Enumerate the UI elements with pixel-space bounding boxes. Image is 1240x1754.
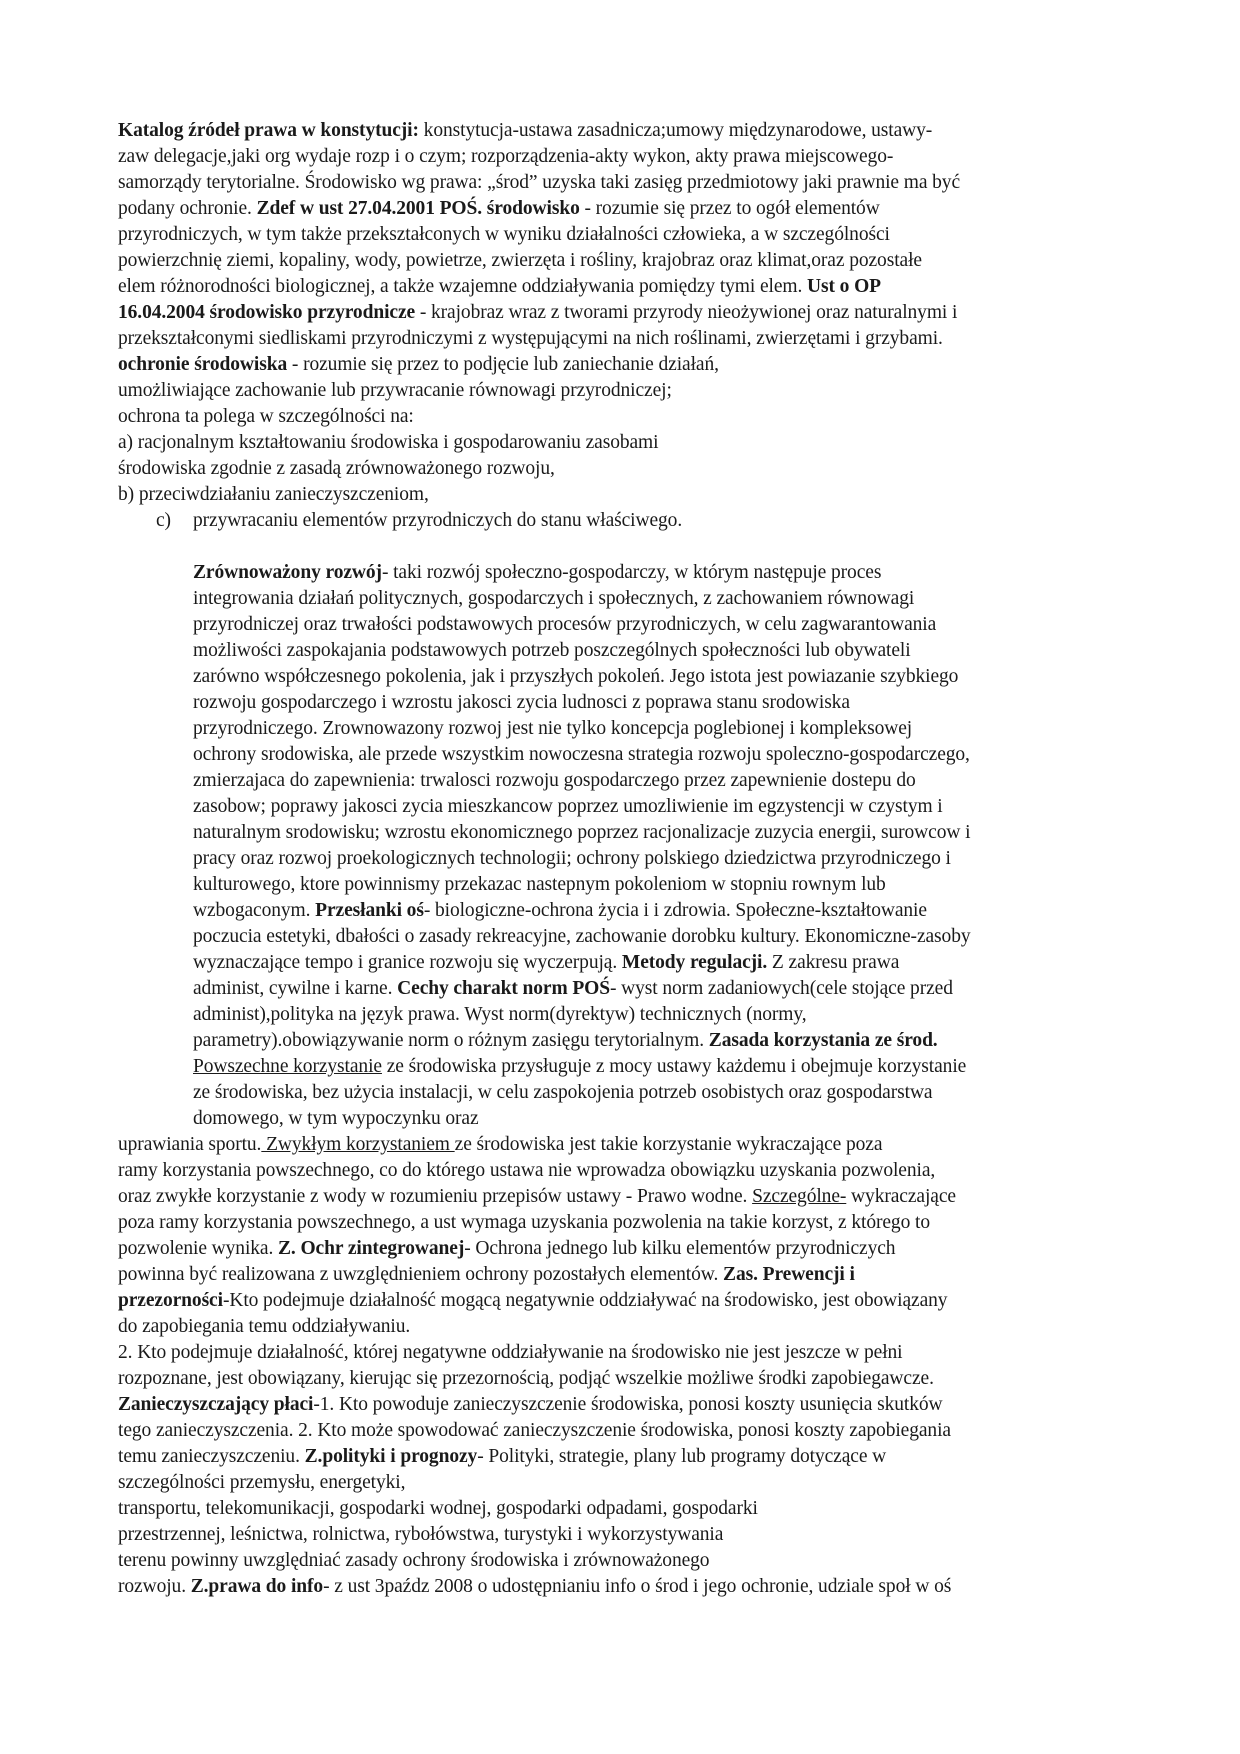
heading-przezornosci: przezorności <box>118 1290 223 1311</box>
paragraph-line: administ),polityka na język prawa. Wyst norm(dyrektyw) technicznych (normy, <box>193 1004 807 1025</box>
text: -Kto podejmuje działalność mogącą negatywnie oddziaływać na środowisko, jest obowiązany <box>222 1290 948 1311</box>
paragraph-line: środowiska zgodnie z zasadą zrównoważonego rozwoju, <box>118 458 555 479</box>
list-item-a: a) racjonalnym kształtowaniu środowiska i gospodarowaniu zasobami <box>118 432 659 453</box>
text: elem różnorodności biologicznej, a także wzajemne oddziaływania pomiędzy tymi elem. <box>118 276 808 297</box>
heading-definition-pos: Zdef w ust 27.04.2001 POŚ. środowisko <box>256 198 580 219</box>
text: uprawiania sportu. <box>118 1134 262 1155</box>
text: wykraczające <box>846 1186 956 1207</box>
heading-metody-regulacji: Metody regulacji. <box>621 952 768 973</box>
heading-zanieczyszczajacy-placi: Zanieczyszczający płaci <box>118 1394 314 1415</box>
paragraph-line: przyrodniczego. Zrownowazony rozwoj jest nie tylko koncepcja poglebionej i kompleksowej <box>193 718 913 739</box>
text: Z zakresu prawa <box>767 952 900 973</box>
text: - z ust 3paźdz 2008 o udostępnianiu info o środ i jego ochronie, udziale społ w oś <box>323 1576 952 1597</box>
term-zwyklym-korzystaniem: Zwykłym korzystaniem <box>261 1134 455 1155</box>
paragraph-line: zmierzajaca do zapewnienia: trwalosci rozwoju gospodarczego przez zapewnienie dostepu do <box>193 770 916 791</box>
paragraph-line <box>118 1392 943 1418</box>
text: wyznaczające tempo i granice rozwoju się wyczerpują. <box>193 952 622 973</box>
paragraph-line <box>118 1262 855 1288</box>
paragraph-line: rozwoju gospodarczego i wzrostu jakosci zycia ludnosci z poprawa stanu srodowiska <box>193 692 850 713</box>
paragraph-line <box>118 352 719 378</box>
term-powszechne-korzystanie: Powszechne korzystanie <box>193 1056 382 1077</box>
heading-zasada-korzystania: Zasada korzystania ze środ. <box>708 1030 938 1051</box>
list-item-c-label: c) <box>156 510 171 531</box>
heading-ochr-zintegrowanej: Z. Ochr zintegrowanej <box>278 1238 465 1259</box>
paragraph-line <box>193 1028 938 1054</box>
heading-ochronie-srodowiska: ochronie środowiska <box>118 354 288 375</box>
text: - biologiczne-ochrona życia i i zdrowia. Społeczne-kształtowanie <box>423 900 927 921</box>
paragraph-line: kulturowego, ktore powinnismy przekazac nastepnym pokoleniom w stopniu rownym lub <box>193 874 886 895</box>
heading-ust-op: Ust o OP <box>807 276 881 297</box>
text: temu zanieczyszczeniu. <box>118 1446 305 1467</box>
paragraph-line: naturalnym srodowisku; wzrostu ekonomicznego poprzez racjonalizacje zuzycia energii, surowcow i <box>193 822 971 843</box>
text: - krajobraz wraz z tworami przyrody nieożywionej oraz naturalnymi i <box>415 302 958 323</box>
paragraph-line <box>118 1288 947 1314</box>
paragraph-line: poza ramy korzystania powszechnego, a ust wymaga uzyskania pozwolenia na takie korzyst, z którego to <box>118 1212 930 1233</box>
text: -1. Kto powoduje zanieczyszczenie środowiska, ponosi koszty usunięcia skutków <box>313 1394 943 1415</box>
paragraph-line: domowego, w tym wypoczynku oraz <box>193 1108 479 1129</box>
paragraph-line <box>193 560 881 586</box>
heading-polityki-prognozy: Z.polityki i prognozy <box>304 1446 478 1467</box>
text: powinna być realizowana z uwzględnieniem ochrony pozostałych elementów. <box>118 1264 724 1285</box>
heading-srodowisko-przyrodnicze: 16.04.2004 środowisko przyrodnicze <box>118 302 416 323</box>
paragraph-line: 2. Kto podejmuje działalność, której negatywne oddziaływanie na środowisko nie jest jeszcze w pełni <box>118 1342 903 1363</box>
heading-zas-prewencji: Zas. Prewencji i <box>723 1264 855 1285</box>
paragraph-line: do zapobiegania temu oddziaływaniu. <box>118 1316 411 1337</box>
list-item-b: b) przeciwdziałaniu zanieczyszczeniom, <box>118 484 429 505</box>
term-szczegolne: Szczególne- <box>752 1186 847 1207</box>
paragraph-line <box>118 118 932 144</box>
paragraph-line: poczucia estetyki, dbałości o zasady rekreacyjne, zachowanie dorobku kultury. Ekonomiczne-zasoby <box>193 926 971 947</box>
paragraph-line <box>118 1574 951 1600</box>
paragraph-line: zarówno współczesnego pokolenia, jak i przyszłych pokoleń. Jego istota jest powiazanie szybkiego <box>193 666 959 687</box>
text: - Polityki, strategie, plany lub programy dotyczące w <box>477 1446 887 1467</box>
paragraph-line: pracy oraz rozwoj proekologicznych technologii; ochrony polskiego dziedzictwa przyrodniczego i <box>193 848 951 869</box>
paragraph-line <box>118 300 957 326</box>
paragraph-line: ze środowiska, bez użycia instalacji, w celu zaspokojenia potrzeb osobistych oraz gospodarstwa <box>193 1082 933 1103</box>
paragraph-line <box>118 274 881 300</box>
heading-prawa-do-info: Z.prawa do info <box>190 1576 324 1597</box>
paragraph-line <box>118 1132 882 1158</box>
paragraph-line <box>193 898 927 924</box>
paragraph-line: terenu powinny uwzględniać zasady ochrony środowiska i zrównoważonego <box>118 1550 710 1571</box>
text: konstytucja-ustawa zasadnicza;umowy międzynarodowe, ustawy- <box>418 120 933 141</box>
text: administ, cywilne i karne. <box>193 978 398 999</box>
paragraph-line <box>193 950 899 976</box>
text: rozwoju. <box>118 1576 191 1597</box>
paragraph-line: przekształconymi siedliskami przyrodniczymi z występującymi na nich roślinami, zwierzętami i grzybami. <box>118 328 943 349</box>
paragraph-line: szczególności przemysłu, energetyki, <box>118 1472 406 1493</box>
text: - wyst norm zadaniowych(cele stojące przed <box>610 978 953 999</box>
paragraph-line: powierzchnię ziemi, kopaliny, wody, powietrze, zwierzęta i rośliny, krajobraz oraz klimat,oraz pozostałe <box>118 250 922 271</box>
paragraph-line <box>118 1444 886 1470</box>
paragraph-line: możliwości zaspokajania podstawowych potrzeb poszczególnych społeczności lub obywateli <box>193 640 911 661</box>
text: - rozumie się przez to ogół elementów <box>579 198 880 219</box>
text: podany ochronie. <box>118 198 257 219</box>
paragraph-line: przyrodniczej oraz trwałości podstawowych procesów przyrodniczych, w celu zagwarantowania <box>193 614 937 635</box>
text: wzbogaconym. <box>193 900 316 921</box>
text: ze środowiska przysługuje z mocy ustawy każdemu i obejmuje korzystanie <box>381 1056 967 1077</box>
paragraph-line: zaw delegacje,jaki org wydaje rozp i o czym; rozporządzenia-akty wykon, akty prawa miejscowego- <box>118 146 894 167</box>
paragraph-line: ochrona ta polega w szczególności na: <box>118 406 414 427</box>
heading-przeslanki: Przesłanki oś <box>315 900 424 921</box>
paragraph-line: przyrodniczych, w tym także przekształconych w wyniku działalności człowieka, a w szczególności <box>118 224 890 245</box>
paragraph-line: przestrzennej, leśnictwa, rolnictwa, rybołówstwa, turystyki i wykorzystywania <box>118 1524 724 1545</box>
text: - rozumie się przez to podjęcie lub zaniechanie działań, <box>287 354 719 375</box>
heading-katalog: Katalog źródeł prawa w konstytucji: <box>118 120 419 141</box>
paragraph-line <box>118 1184 956 1210</box>
paragraph-line: integrowania działań politycznych, gospodarczych i społecznych, z zachowaniem równowagi <box>193 588 915 609</box>
paragraph-line <box>193 1054 966 1080</box>
heading-cechy-norm: Cechy charakt norm POŚ <box>397 978 610 999</box>
text: pozwolenie wynika. <box>118 1238 279 1259</box>
paragraph-line: zasobow; poprawy jakosci zycia mieszkancow poprzez umozliwienie im egzystencji w czystym i <box>193 796 943 817</box>
paragraph-line: ramy korzystania powszechnego, co do którego ustawa nie wprowadza obowiązku uzyskania pozwolenia, <box>118 1160 936 1181</box>
paragraph-line: tego zanieczyszczenia. 2. Kto może spowodować zanieczyszczenie środowiska, ponosi koszty zapobiegania <box>118 1420 951 1441</box>
paragraph-line: samorządy terytorialne. Środowisko wg prawa: „środ” uzyska taki zasięg przedmiotowy jaki prawnie ma być <box>118 172 961 193</box>
text: - Ochrona jednego lub kilku elementów przyrodniczych <box>464 1238 896 1259</box>
heading-zrownowazony-rozwoj: Zrównoważony rozwój <box>193 562 382 583</box>
text: ze środowiska jest takie korzystanie wykraczające poza <box>454 1134 883 1155</box>
text: - taki rozwój społeczno-gospodarczy, w którym następuje proces <box>381 562 882 583</box>
text: oraz zwykłe korzystanie z wody w rozumieniu przepisów ustawy - Prawo wodne. <box>118 1186 753 1207</box>
paragraph-line: umożliwiające zachowanie lub przywracanie równowagi przyrodniczej; <box>118 380 672 401</box>
paragraph-line: rozpoznane, jest obowiązany, kierując się przezornością, podjąć wszelkie możliwe środki zapobiegawcze. <box>118 1368 934 1389</box>
text: parametry).obowiązywanie norm o różnym zasięgu terytorialnym. <box>193 1030 709 1051</box>
paragraph-line: transportu, telekomunikacji, gospodarki wodnej, gospodarki odpadami, gospodarki <box>118 1498 758 1519</box>
paragraph-line <box>118 196 880 222</box>
list-item-c: przywracaniu elementów przyrodniczych do stanu właściwego. <box>193 510 683 531</box>
paragraph-line: ochrony srodowiska, ale przede wszystkim nowoczesna strategia rozwoju spoleczno-gospodarczego, <box>193 744 970 765</box>
paragraph-line <box>118 1236 895 1262</box>
paragraph-line <box>193 976 953 1002</box>
